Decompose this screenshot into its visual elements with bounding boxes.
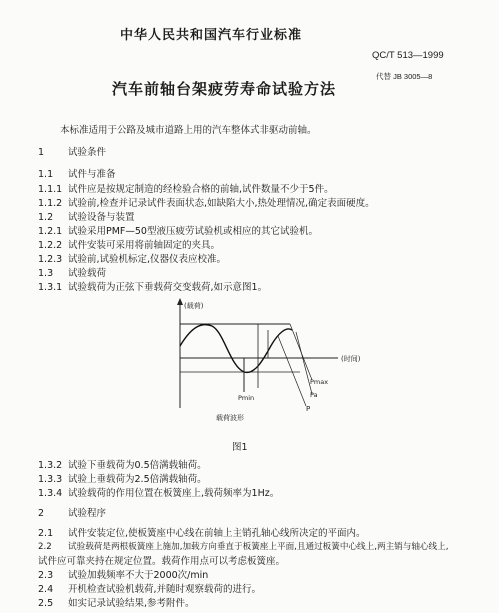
section-1-2-1 — [38, 225, 318, 238]
amp-label: Pa — [310, 391, 318, 399]
section-number: 2 — [38, 508, 45, 519]
section-text: 试验设备与装置 — [68, 212, 135, 223]
section-1-3 — [38, 267, 106, 280]
section-number: 1.2.1 — [38, 226, 63, 237]
section-number: 1.3.2 — [38, 460, 63, 471]
x-axis-label: (时间) — [341, 355, 361, 363]
section-text: 如实记录试验结果,参考附件。 — [68, 598, 195, 609]
mean-label: P — [306, 405, 311, 413]
section-text: 试验下垂载荷为0.5倍满载轴荷。 — [68, 460, 207, 471]
load-sine-wave — [180, 325, 292, 373]
figure-inner-caption: 载荷波形 — [216, 414, 244, 422]
section-number: 1.3.4 — [38, 488, 63, 499]
section-text: 试验前,检查并记录试件表面状态,如缺陷大小,热处理情况,确定表面硬度。 — [68, 198, 375, 209]
section-2-4 — [38, 583, 261, 596]
section-2-3 — [38, 569, 208, 582]
section-2 — [38, 507, 106, 520]
mean-leader-line — [278, 336, 306, 406]
replaces-note: 代替 JB 3005—8 — [376, 72, 433, 81]
section-number: 1.3 — [38, 268, 54, 279]
section-number: 1 — [38, 147, 45, 158]
section-1 — [38, 146, 106, 159]
section-number: 2.4 — [38, 584, 54, 595]
section-1-1 — [38, 168, 116, 181]
standard-number: QC/T 513—1999 — [372, 50, 444, 61]
section-text: 试件应是按规定制造的经检验合格的前轴,试件数量不少于5件。 — [68, 184, 334, 195]
intro-paragraph: 本标准适用于公路及城市道路上用的汽车整体式非驱动前轴。 — [60, 125, 317, 136]
section-number: 2.2 — [38, 542, 52, 552]
document-title: 汽车前轴台架疲劳寿命试验方法 — [112, 80, 337, 98]
figure-caption: 图1 — [232, 442, 248, 453]
section-number: 1.2 — [38, 212, 54, 223]
section-text: 试验载荷的作用位置在板簧座上,载荷频率为1Hz。 — [68, 488, 280, 499]
section-number: 1.2.3 — [38, 254, 63, 265]
section-text: 试验加载频率不大于2000次/min — [68, 570, 209, 581]
max-label: Pmax — [310, 378, 329, 386]
section-text: 试验载荷是两根板簧座上施加,加载方向垂直于板簧座上平面,且通过板簧中心线上,两主销与轴心线上, — [68, 542, 449, 552]
section-number: 2.5 — [38, 598, 54, 609]
section-text: 试件安装定位,使板簧座中心线在前轴上主销孔轴心线所决定的平面内。 — [68, 528, 366, 539]
section-1-2-3 — [38, 253, 226, 266]
section-1-1-2 — [38, 197, 375, 210]
section-number: 1.3.3 — [38, 474, 63, 485]
section-number: 1.1.2 — [38, 198, 63, 209]
section-text: 试验采用PMF—50型液压疲劳试验机或相应的其它试验机。 — [68, 226, 318, 237]
section-1-1-1 — [38, 183, 334, 196]
standard-org-title: 中华人民共和国汽车行业标准 — [120, 28, 303, 43]
section-text: 试验前,试验机标定,仪器仪表应校准。 — [68, 254, 227, 265]
section-text: 试件安装可采用将前轴固定的夹具。 — [68, 240, 221, 251]
section-text: 开机检查试验机载荷,并随时观察载荷的进行。 — [68, 584, 262, 595]
section-number: 1.2.2 — [38, 240, 63, 251]
section-1-2-2 — [38, 239, 220, 252]
section-number: 1.1 — [38, 169, 54, 180]
load-waveform-figure — [140, 296, 380, 426]
section-text: 试验条件 — [68, 147, 107, 158]
section-1-3-1 — [38, 281, 267, 294]
section-number: 2.1 — [38, 528, 54, 539]
section-text: 试验上垂载荷为2.5倍满载轴荷。 — [68, 474, 207, 485]
section-text: 试验载荷为正弦下垂载荷交变载荷,如示意图1。 — [68, 282, 268, 293]
section-number: 1.1.1 — [38, 184, 63, 195]
section-2-2 — [38, 541, 448, 554]
section-1-3-4 — [38, 487, 279, 500]
section-text: 试验程序 — [68, 508, 107, 519]
section-text: 试件与准备 — [68, 169, 116, 180]
section-2-1 — [38, 527, 366, 540]
section-text: 试验载荷 — [68, 268, 107, 279]
section-1-2 — [38, 211, 135, 224]
min-label: Pmin — [238, 394, 255, 402]
section-1-3-2 — [38, 459, 207, 472]
section-2-2-cont: 试件应可靠夹持在规定位置。载荷作用点可以考虑板簧座。 — [38, 556, 286, 567]
section-number: 2.3 — [38, 570, 54, 581]
section-1-3-3 — [38, 473, 207, 486]
section-2-5 — [38, 597, 195, 610]
y-axis-arrow — [177, 298, 183, 305]
section-number: 1.3.1 — [38, 282, 63, 293]
y-axis-label: (载荷) — [184, 302, 204, 310]
